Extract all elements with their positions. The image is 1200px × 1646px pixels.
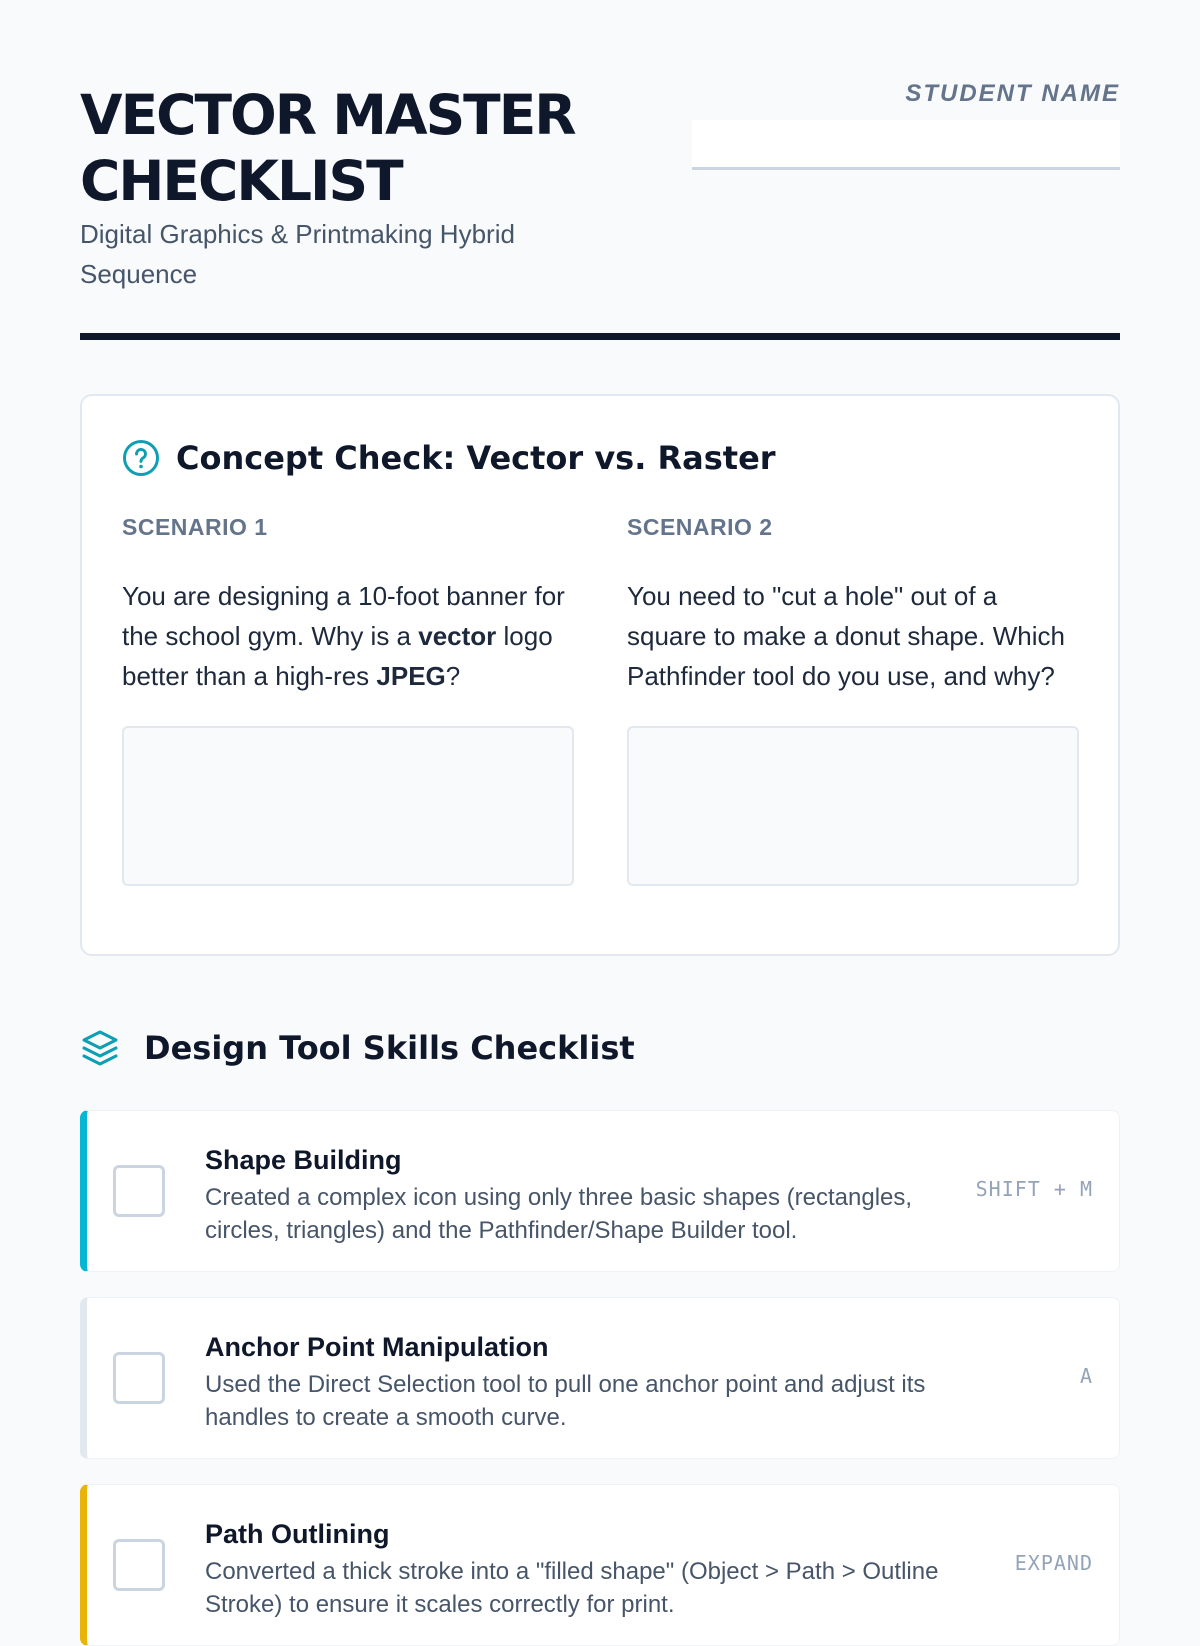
skill-body — [205, 1517, 965, 1621]
skill-description: Converted a thick stroke into a "filled shape" (Object > Path > Outline Stroke) to ensure it scales correctly for print. — [205, 1558, 939, 1618]
worksheet-header — [80, 0, 1120, 340]
scenario-1-answer-field[interactable] — [122, 726, 574, 886]
skill-item-path-outlining — [80, 1484, 1120, 1646]
skill-title: Anchor Point Manipulation — [205, 1332, 549, 1362]
concept-check-card — [80, 394, 1120, 956]
skill-checkbox[interactable] — [113, 1352, 165, 1404]
scenario-label: SCENARIO 1 — [122, 514, 268, 540]
page-title: VECTOR MASTER CHECKLIST — [80, 83, 575, 213]
skills-section-title: Design Tool Skills Checklist — [144, 1029, 635, 1067]
help-circle-icon — [122, 439, 160, 477]
scenario-question: You need to "cut a hole" out of a square to make a donut shape. Which Pathfinder tool do you use, and why? — [627, 581, 1065, 691]
scenario-2-answer-field[interactable] — [627, 726, 1079, 886]
skills-section-header — [80, 1026, 635, 1070]
worksheet-page — [80, 0, 1120, 1618]
skill-shortcut-badge: A — [1079, 1364, 1093, 1388]
skill-description: Created a complex icon using only three basic shapes (rectangles, circles, triangles) and the Pathfinder/Shape Builder tool. — [205, 1184, 913, 1244]
layers-icon — [80, 1028, 120, 1068]
concept-check-header — [122, 436, 776, 480]
skill-item-anchor-point — [80, 1297, 1120, 1459]
scenario-question: You are designing a 10-foot banner for the school gym. Why is a vector logo better than a high-res JPEG? — [122, 581, 565, 691]
student-name-label: STUDENT NAME — [905, 80, 1120, 107]
concept-check-title: Concept Check: Vector vs. Raster — [176, 439, 776, 477]
scenario-1 — [122, 514, 574, 886]
skill-body — [205, 1143, 965, 1247]
scenario-label: SCENARIO 2 — [627, 514, 773, 540]
skill-shortcut-badge: EXPAND — [1014, 1551, 1093, 1575]
skill-description: Used the Direct Selection tool to pull one anchor point and adjust its handles to create a smooth curve. — [205, 1371, 926, 1431]
skill-item-shape-building — [80, 1110, 1120, 1272]
student-name-field[interactable] — [692, 120, 1120, 170]
skill-checkbox[interactable] — [113, 1165, 165, 1217]
header-divider — [80, 333, 1120, 340]
page-subtitle: Digital Graphics & Printmaking Hybrid Sequence — [80, 219, 515, 289]
skill-checkbox[interactable] — [113, 1539, 165, 1591]
skill-title: Shape Building — [205, 1145, 402, 1175]
skill-title: Path Outlining — [205, 1519, 390, 1549]
scenario-2 — [627, 514, 1079, 886]
skill-body — [205, 1330, 965, 1434]
skill-shortcut-badge: SHIFT + M — [975, 1177, 1093, 1201]
